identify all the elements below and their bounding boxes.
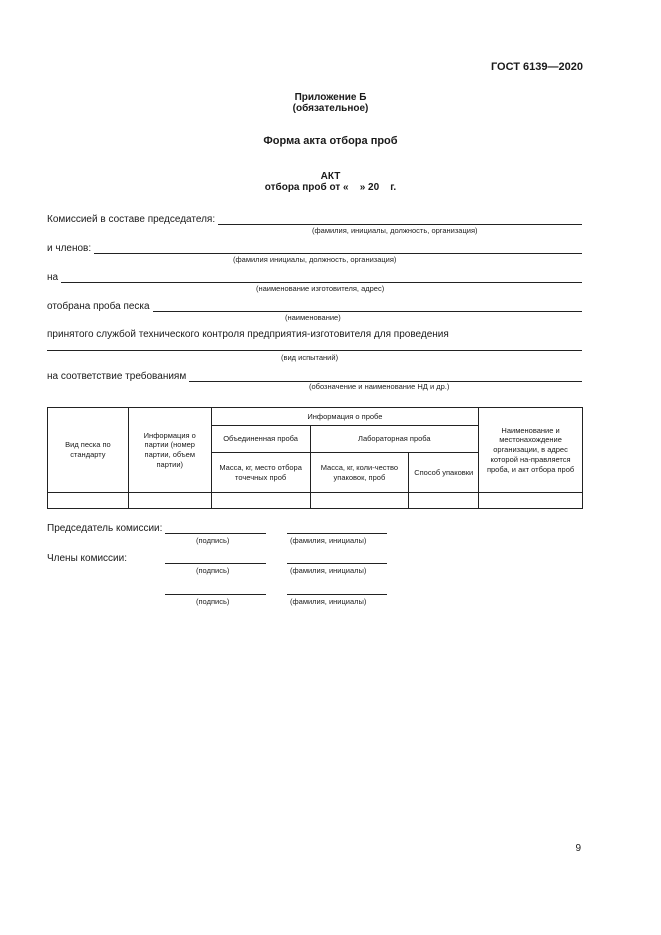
chairman-name-line[interactable] xyxy=(287,533,387,534)
test-type-line[interactable] xyxy=(47,350,582,351)
col-packing: Способ упаковки xyxy=(409,453,479,493)
table-cell[interactable] xyxy=(128,493,211,509)
col-combined-sample: Объединенная проба xyxy=(211,426,310,453)
sample-field[interactable] xyxy=(47,298,582,312)
commission-line[interactable] xyxy=(218,214,582,225)
col-organization: Наименование и местонахождение организации, в адрес которой на-правляется проба, и акт отбора проб xyxy=(479,408,583,493)
commission-hint: (фамилия, инициалы, должность, организация) xyxy=(312,226,478,235)
compliance-hint: (обозначение и наименование НД и др.) xyxy=(309,382,450,391)
sample-info-table xyxy=(47,407,583,509)
col-batch-info: Информация о партии (номер партии, объем партии) xyxy=(128,408,211,493)
members-hint: (фамилия инициалы, должность, организация) xyxy=(233,255,397,264)
table-cell[interactable] xyxy=(211,493,310,509)
compliance-label: на соответствие требованиям xyxy=(47,371,187,382)
compliance-line[interactable] xyxy=(189,371,582,382)
member1-name-line[interactable] xyxy=(287,563,387,564)
chairman-label: Председатель комиссии: xyxy=(47,523,163,534)
sample-label: отобрана проба песка xyxy=(47,301,150,312)
on-label: на xyxy=(47,272,59,283)
members-field[interactable] xyxy=(47,240,582,254)
member2-name-hint: (фамилия, инициалы) xyxy=(290,597,367,606)
manufacturer-field[interactable] xyxy=(47,269,582,283)
chairman-name-hint: (фамилия, инициалы) xyxy=(290,536,367,545)
col-mass-points: Масса, кг, место отбора точечных проб xyxy=(211,453,310,493)
member1-sign-hint: (подпись) xyxy=(196,566,230,575)
act-subtitle: отбора проб от « » 20 г. xyxy=(264,182,397,193)
test-type-hint: (вид испытаний) xyxy=(281,353,339,362)
table-cell[interactable] xyxy=(409,493,479,509)
appendix-title: Приложение Б xyxy=(294,92,367,103)
members-line[interactable] xyxy=(94,243,582,254)
member2-sign-hint: (подпись) xyxy=(196,597,230,606)
sample-line[interactable] xyxy=(153,301,582,312)
member1-signature-line[interactable] xyxy=(165,563,266,564)
appendix-note: (обязательное) xyxy=(292,103,369,114)
table-cell[interactable] xyxy=(479,493,583,509)
page-number: 9 xyxy=(575,843,581,854)
members-label: и членов: xyxy=(47,243,92,254)
member1-name-hint: (фамилия, инициалы) xyxy=(290,566,367,575)
chairman-signature-line[interactable] xyxy=(165,533,266,534)
form-title: Форма акта отбора проб xyxy=(263,135,398,147)
compliance-field[interactable] xyxy=(47,368,582,382)
table-cell[interactable] xyxy=(310,493,409,509)
table-cell[interactable] xyxy=(48,493,129,509)
member2-name-line[interactable] xyxy=(287,594,387,595)
act-title: АКТ xyxy=(320,171,341,182)
manufacturer-hint: (наименование изготовителя, адрес) xyxy=(256,284,385,293)
commission-field[interactable] xyxy=(47,211,582,225)
commission-label: Комиссией в составе председателя: xyxy=(47,214,216,225)
col-mass-packs: Масса, кг, коли-чество упаковок, проб xyxy=(310,453,409,493)
member2-signature-line[interactable] xyxy=(165,594,266,595)
accepted-label: принятого службой технического контроля предприятия-изготовителя для проведения xyxy=(47,329,449,340)
col-sample-info: Информация о пробе xyxy=(211,408,478,426)
col-lab-sample: Лабораторная проба xyxy=(310,426,479,453)
manufacturer-line[interactable] xyxy=(61,272,582,283)
col-sand-type: Вид песка по стандарту xyxy=(48,408,129,493)
members-sign-label: Члены комиссии: xyxy=(47,553,128,564)
standard-number: ГОСТ 6139—2020 xyxy=(490,61,583,73)
sample-hint: (наименование) xyxy=(285,313,341,322)
chairman-sign-hint: (подпись) xyxy=(196,536,230,545)
